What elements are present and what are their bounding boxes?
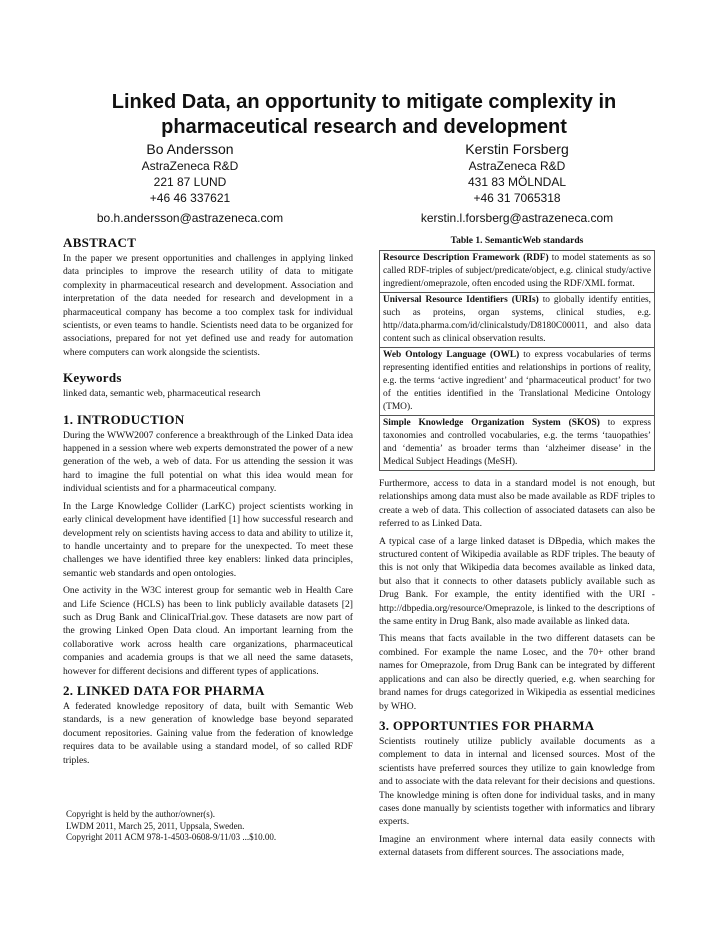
table-description: to model statements as so called RDF-triples of subject/predicate/object, e.g. clinical study/active ingredient/omeprazole, often encoded using the RDF/XML format. — [383, 253, 651, 289]
left-column — [63, 234, 353, 771]
body-paragraph: During the WWW2007 conference a breakthrough of the Linked Data idea happened in a session where web experts demonstrated the power of a new generation of the web, a web of data. For us attending the session it was hard to imagine the full potential on what this idea would mean for individual scientists and for a pharmaceutical company. — [63, 429, 353, 495]
table-cell — [380, 293, 655, 348]
body-paragraph: Furthermore, access to data in a standard model is not enough, but relationships among data must also be made available as RDF triples to create a web of data. This collection of associated datasets can also be referred to as Linked Data. — [379, 478, 655, 530]
table-term: Web Ontology Language (OWL) — [383, 350, 520, 360]
keywords-text: linked data, semantic web, pharmaceutical research — [63, 388, 261, 400]
body-paragraph: One activity in the W3C interest group for semantic web in Health Care and Life Science (HCLS) has been to link publicly available datasets [2] such as Drug Bank and ClinicalTrial.gov. These datasets are now part of the growing Linked Open Data cloud. An important learning from the collaborative work across health care organizations, pharmaceutical companies and academia groups is that we all need the same datasets, however for different decisions and different types of applications. — [63, 585, 353, 677]
author-email: kerstin.l.forsberg@astrazeneca.com — [420, 211, 614, 225]
keywords-heading: Keywords — [63, 370, 122, 386]
body-paragraph: Imagine an environment where internal data easily connects with external datasets from different sources. The associations made, — [379, 833, 655, 859]
table-description: to globally identify entities, such as proteins, organ systems, clinical studies, e.g. http//data.pharma.com/id/clinicalstudy/D8180C00011, and also data content such as clinical observation results. — [383, 295, 652, 344]
table-caption: Table 1. SemanticWeb standards — [450, 236, 584, 246]
body-paragraph: A federated knowledge repository of data, built with Semantic Web standards, is a new generation of knowledge base beyond separated document repositories. Gaining value from the federation of knowledge requires data to be available using a standard model, of so called RDF triples. — [63, 700, 353, 766]
table-row — [380, 416, 655, 471]
abstract-heading: ABSTRACT — [63, 235, 137, 250]
body-paragraph: Scientists routinely utilize publicly available documents as a complement to data in internal and licensed sources. Most of the scientists have preferred sources they utilize to gain knowledge from and to associate with the data relevant for their decisions and questions. The knowledge mining is often done for individual tasks, and in many cases done manually by scientists together with informatics and library experts. — [379, 735, 655, 828]
author-postcode: 221 87 LUND — [153, 175, 227, 189]
copyright-line: Copyright 2011 ACM 978-1-4503-0608-9/11/03 ...$10.00. — [66, 832, 277, 842]
table-row — [380, 251, 655, 293]
author-name: Kerstin Forsberg — [465, 141, 569, 157]
table-cell — [380, 251, 655, 293]
table-term: Universal Resource Identifiers (URIs) — [383, 295, 539, 305]
table-description: to express taxonomies and controlled vocabularies, e.g. the terms ‘tauopathies’ and ‘dementia’ as broader terms than ‘alzheimer disease’ in the Medical Subject Headings (MeSH). — [383, 418, 651, 467]
author-phone: +46 46 337621 — [149, 191, 231, 205]
author-affiliation: AstraZeneca R&D — [468, 159, 566, 173]
table-cell — [380, 348, 655, 416]
table-term: Resource Description Framework (RDF) — [383, 253, 549, 263]
section-heading-introduction: 1. INTRODUCTION — [63, 411, 185, 427]
author-affiliation: AstraZeneca R&D — [141, 159, 239, 173]
table-description: to express vocabularies of terms representing identified entities and relationships in portions of reality, e.g. the terms ‘active ingredient’ and ‘pharmaceutical product’ for two of the entities identified in the Translational Medicine Ontology (TMO). — [383, 350, 651, 412]
author-block — [377, 140, 657, 226]
body-paragraph: This means that facts available in the two different datasets can be combined. For example the name Losec, and the 70+ other brand names for Omeprazole, from Drug Bank can be integrated by different applications and can also be directly queried, e.g. when searching for brand names for drugs categorized in Wikipedia as essential medicines by WHO. — [379, 633, 655, 712]
table-row — [380, 348, 655, 416]
author-phone: +46 31 7065318 — [473, 191, 561, 205]
author-block — [50, 140, 330, 226]
body-paragraph: In the Large Knowledge Collider (LarKC) project scientists working in early clinical development have identified [1] how successful research and development rely on scientists having access to data and ability to utilize it, to handle uncertainty and to prepare for the unexpected. To meet these challenges we have identified three key enablers: linked data principles, semantic web standards and open ontologies. — [63, 500, 353, 579]
body-paragraph: A typical case of a large linked dataset is DBpedia, which makes the structured content of Wikipedia available as RDF triples. The beauty of this is not only that Wikipedia data becomes available as linked data, but also that it connects to other datasets publicly available such as Drug Bank. For example, the entity identified with the URI - http://dbpedia.org/resource/Omeprazole, is linked to the descriptions of the same entity in Drug Bank, also made available as linked data. — [379, 535, 655, 628]
copyright-line: LWDM 2011, March 25, 2011, Uppsala, Sweden. — [66, 820, 245, 831]
abstract-text: In the paper we present opportunities and challenges in applying linked data principles to improve the research utility of data to mitigate complexity in pharmaceutical research and development. Association and interpretation of the data needed for research and development in a pharmaceutical company has become a too complex task for individual scientists, or even teams to handle. Scientists need data to be organized for associations, prepared for not yet defined use and ready for automation where computers can work alongside the scientists. — [63, 253, 353, 358]
author-name: Bo Andersson — [146, 141, 234, 157]
author-postcode: 431 83 MÖLNDAL — [467, 175, 567, 189]
standards-table — [379, 250, 655, 471]
table-term: Simple Knowledge Organization System (SKOS) — [383, 418, 600, 428]
copyright-notice — [66, 809, 356, 844]
right-column — [379, 234, 655, 864]
section-heading-linked-data: 2. LINKED DATA FOR PHARMA — [63, 682, 265, 698]
paper-title: Linked Data, an opportunity to mitigate complexity in pharmaceutical research and development — [111, 91, 617, 138]
author-email: bo.h.andersson@astrazeneca.com — [96, 211, 284, 225]
table-cell — [380, 416, 655, 471]
table-row — [380, 293, 655, 348]
copyright-line: Copyright is held by the author/owner(s). — [66, 809, 215, 819]
section-heading-opportunities: 3. OPPORTUNTIES FOR PHARMA — [379, 717, 595, 733]
